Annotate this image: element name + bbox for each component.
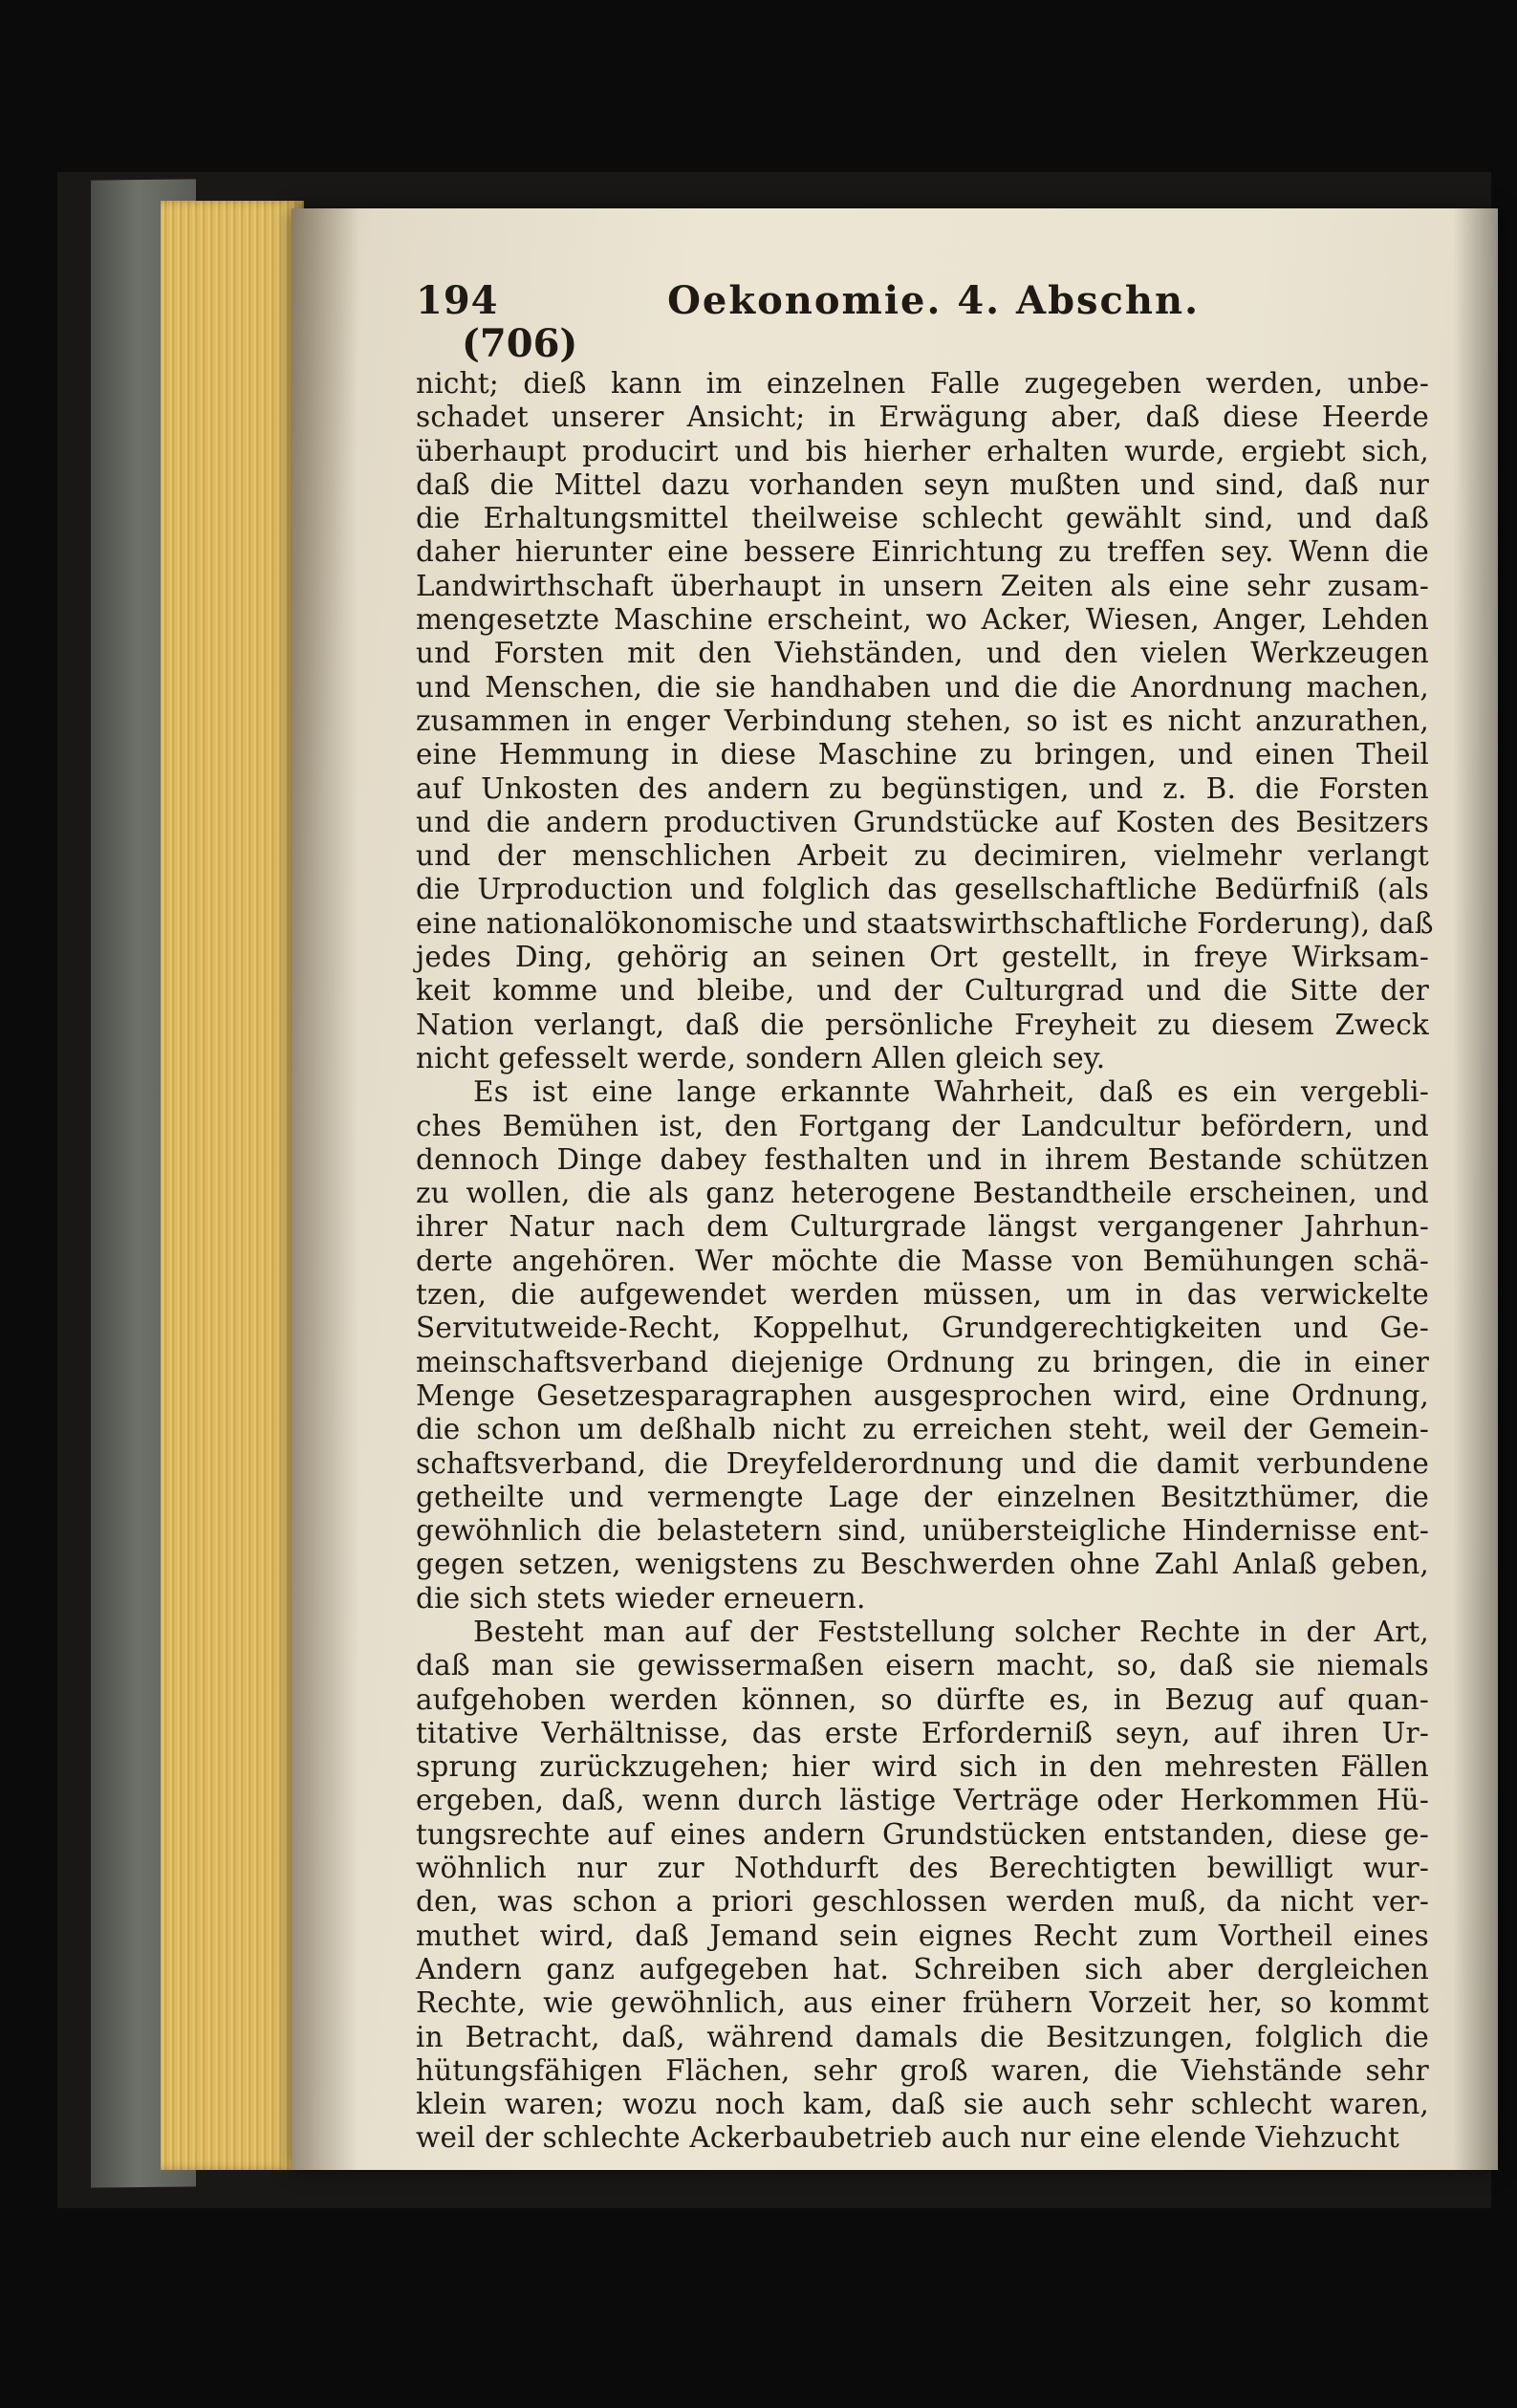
text-line: weil der schlechte Ackerbaubetrieb auch nur eine elende Viehzucht [416, 2121, 1400, 2155]
text-line: und die andern productiven Grundstücke auf Kosten des Besitzers [416, 805, 1429, 838]
text-line: klein waren; wozu noch kam, daß sie auch sehr schlecht waren, [416, 2088, 1429, 2121]
text-line: schaftsverband, die Dreyfelderordnung und die damit verbundene [416, 1446, 1429, 1480]
text-line: jedes Ding, gehörig an seinen Ort gestellt, in freye Wirksam- [416, 941, 1429, 974]
text-line: gewöhnlich die belastetern sind, unübersteigliche Hindernisse ent- [416, 1514, 1429, 1548]
text-line: Rechte, wie gewöhnlich, aus einer frühern Vorzeit her, so kommt [416, 1986, 1429, 2020]
section-marker: (706) [462, 321, 578, 366]
text-line: derte angehören. Wer möchte die Masse von Bemühungen schä- [416, 1244, 1429, 1277]
text-line: Nation verlangt, daß die persönliche Freyheit zu diesem Zweck [416, 1008, 1429, 1041]
text-line: wöhnlich nur zur Nothdurft des Berechtigten bewilligt wur- [416, 1852, 1429, 1885]
text-line: Landwirthschaft überhaupt in unsern Zeiten als eine sehr zusam- [416, 569, 1429, 602]
text-line: ches Bemühen ist, den Fortgang der Landcultur befördern, und [416, 1109, 1429, 1142]
text-line: zu wollen, die als ganz heterogene Bestandtheile erscheinen, und [416, 1177, 1429, 1210]
text-line: hütungsfähigen Flächen, sehr groß waren, die Viehstände sehr [416, 2053, 1429, 2087]
text-line: sprung zurückzugehen; hier wird sich in den mehresten Fällen [416, 1750, 1429, 1784]
text-line: Es ist eine lange erkannte Wahrheit, daß es ein vergebli- [473, 1075, 1429, 1109]
text-line: meinschaftsverband diejenige Ordnung zu bringen, die in einer [416, 1345, 1429, 1378]
text-line: titative Verhältnisse, das erste Erforderniß seyn, auf ihren Ur- [416, 1716, 1429, 1749]
paragraph [416, 367, 1434, 1075]
text-line: Menge Gesetzesparagraphen ausgesprochen wird, eine Ordnung, [416, 1378, 1429, 1412]
text-line: nicht; dieß kann im einzelnen Falle zugegeben werden, unbe- [416, 367, 1429, 400]
text-line: die sich stets wieder erneuern. [416, 1581, 866, 1615]
page-number: 194 [416, 278, 499, 323]
text-line: gegen setzen, wenigstens zu Beschwerden ohne Zahl Anlaß geben, [416, 1548, 1429, 1581]
text-line: Andern ganz aufgegeben hat. Schreiben sich aber dergleichen [416, 1952, 1429, 1985]
text-line: Servitutweide-Recht, Koppelhut, Grundgerechtigkeiten und Ge- [416, 1312, 1429, 1345]
running-title: Oekonomie. 4. Abschn. [667, 278, 1200, 323]
gutter-shadow [292, 208, 358, 2170]
text-line: keit komme und bleibe, und der Culturgrad und die Sitte der [416, 974, 1429, 1008]
text-line: Besteht man auf der Feststellung solcher Rechte in der Art, [473, 1615, 1429, 1648]
running-header [416, 277, 1429, 325]
text-line: nicht gefesselt werde, sondern Allen gleich sey. [416, 1041, 1106, 1074]
page-content [416, 277, 1434, 2156]
text-line: dennoch Dinge dabey festhalten und in ihrem Bestande schützen [416, 1142, 1429, 1176]
text-line: ergeben, daß, wenn durch lästige Verträge oder Herkommen Hü- [416, 1784, 1429, 1817]
text-line: und Forsten mit den Viehständen, und den vielen Werkzeugen [416, 637, 1429, 670]
text-line: und der menschlichen Arbeit zu decimiren, vielmehr verlangt [416, 839, 1429, 873]
text-line: die Urproduction und folglich das gesellschaftliche Bedürfniß (als [416, 873, 1429, 906]
text-line: zusammen in enger Verbindung stehen, so ist es nicht anzurathen, [416, 704, 1429, 737]
text-line: ihrer Natur nach dem Culturgrade längst vergangener Jahrhun- [416, 1210, 1429, 1244]
page-edges-gilt [161, 201, 304, 2170]
text-line: muthet wird, daß Jemand sein eignes Recht zum Vortheil eines [416, 1919, 1429, 1952]
text-line: und Menschen, die sie handhaben und die die Anordnung machen, [416, 670, 1429, 704]
paragraph [416, 1075, 1429, 1616]
text-line: tungsrechte auf eines andern Grundstücken entstanden, diese ge- [416, 1817, 1429, 1851]
text-line: überhaupt producirt und bis hierher erhalten wurde, ergiebt sich, [416, 434, 1429, 467]
text-line: daß die Mittel dazu vorhanden seyn mußten und sind, daß nur [416, 467, 1429, 501]
paragraph [416, 1616, 1429, 2156]
text-line: mengesetzte Maschine erscheint, wo Acker, Wiesen, Anger, Lehden [416, 603, 1429, 637]
text-line: die schon um deßhalb nicht zu erreichen steht, weil der Gemein- [416, 1413, 1429, 1446]
text-line: eine Hemmung in diese Maschine zu bringen, und einen Theil [416, 738, 1429, 771]
body-text [416, 367, 1434, 2156]
text-line: in Betracht, daß, während damals die Besitzungen, folglich die [416, 2020, 1429, 2053]
text-line: getheilte und vermengte Lage der einzelnen Besitzthümer, die [416, 1480, 1429, 1513]
text-line: daß man sie gewissermaßen eisern macht, so, daß sie niemals [416, 1649, 1429, 1682]
page-curl-shadow [1453, 208, 1498, 2170]
text-line: eine nationalökonomische und staatswirthschaftliche Forderung), daß [416, 906, 1434, 940]
text-line: schadet unserer Ansicht; in Erwägung aber, daß diese Heerde [416, 401, 1429, 434]
text-line: die Erhaltungsmittel theilweise schlecht gewählt sind, und daß [416, 502, 1429, 535]
text-line: tzen, die aufgewendet werden müssen, um in das verwickelte [416, 1278, 1429, 1312]
text-line: daher hierunter eine bessere Einrichtung zu treffen sey. Wenn die [416, 535, 1429, 569]
text-line: den, was schon a priori geschlossen werden muß, da nicht ver- [416, 1885, 1429, 1919]
text-line: auf Unkosten des andern zu begünstigen, und z. B. die Forsten [416, 771, 1429, 805]
text-line: aufgehoben werden können, so dürfte es, in Bezug auf quan- [416, 1682, 1429, 1716]
